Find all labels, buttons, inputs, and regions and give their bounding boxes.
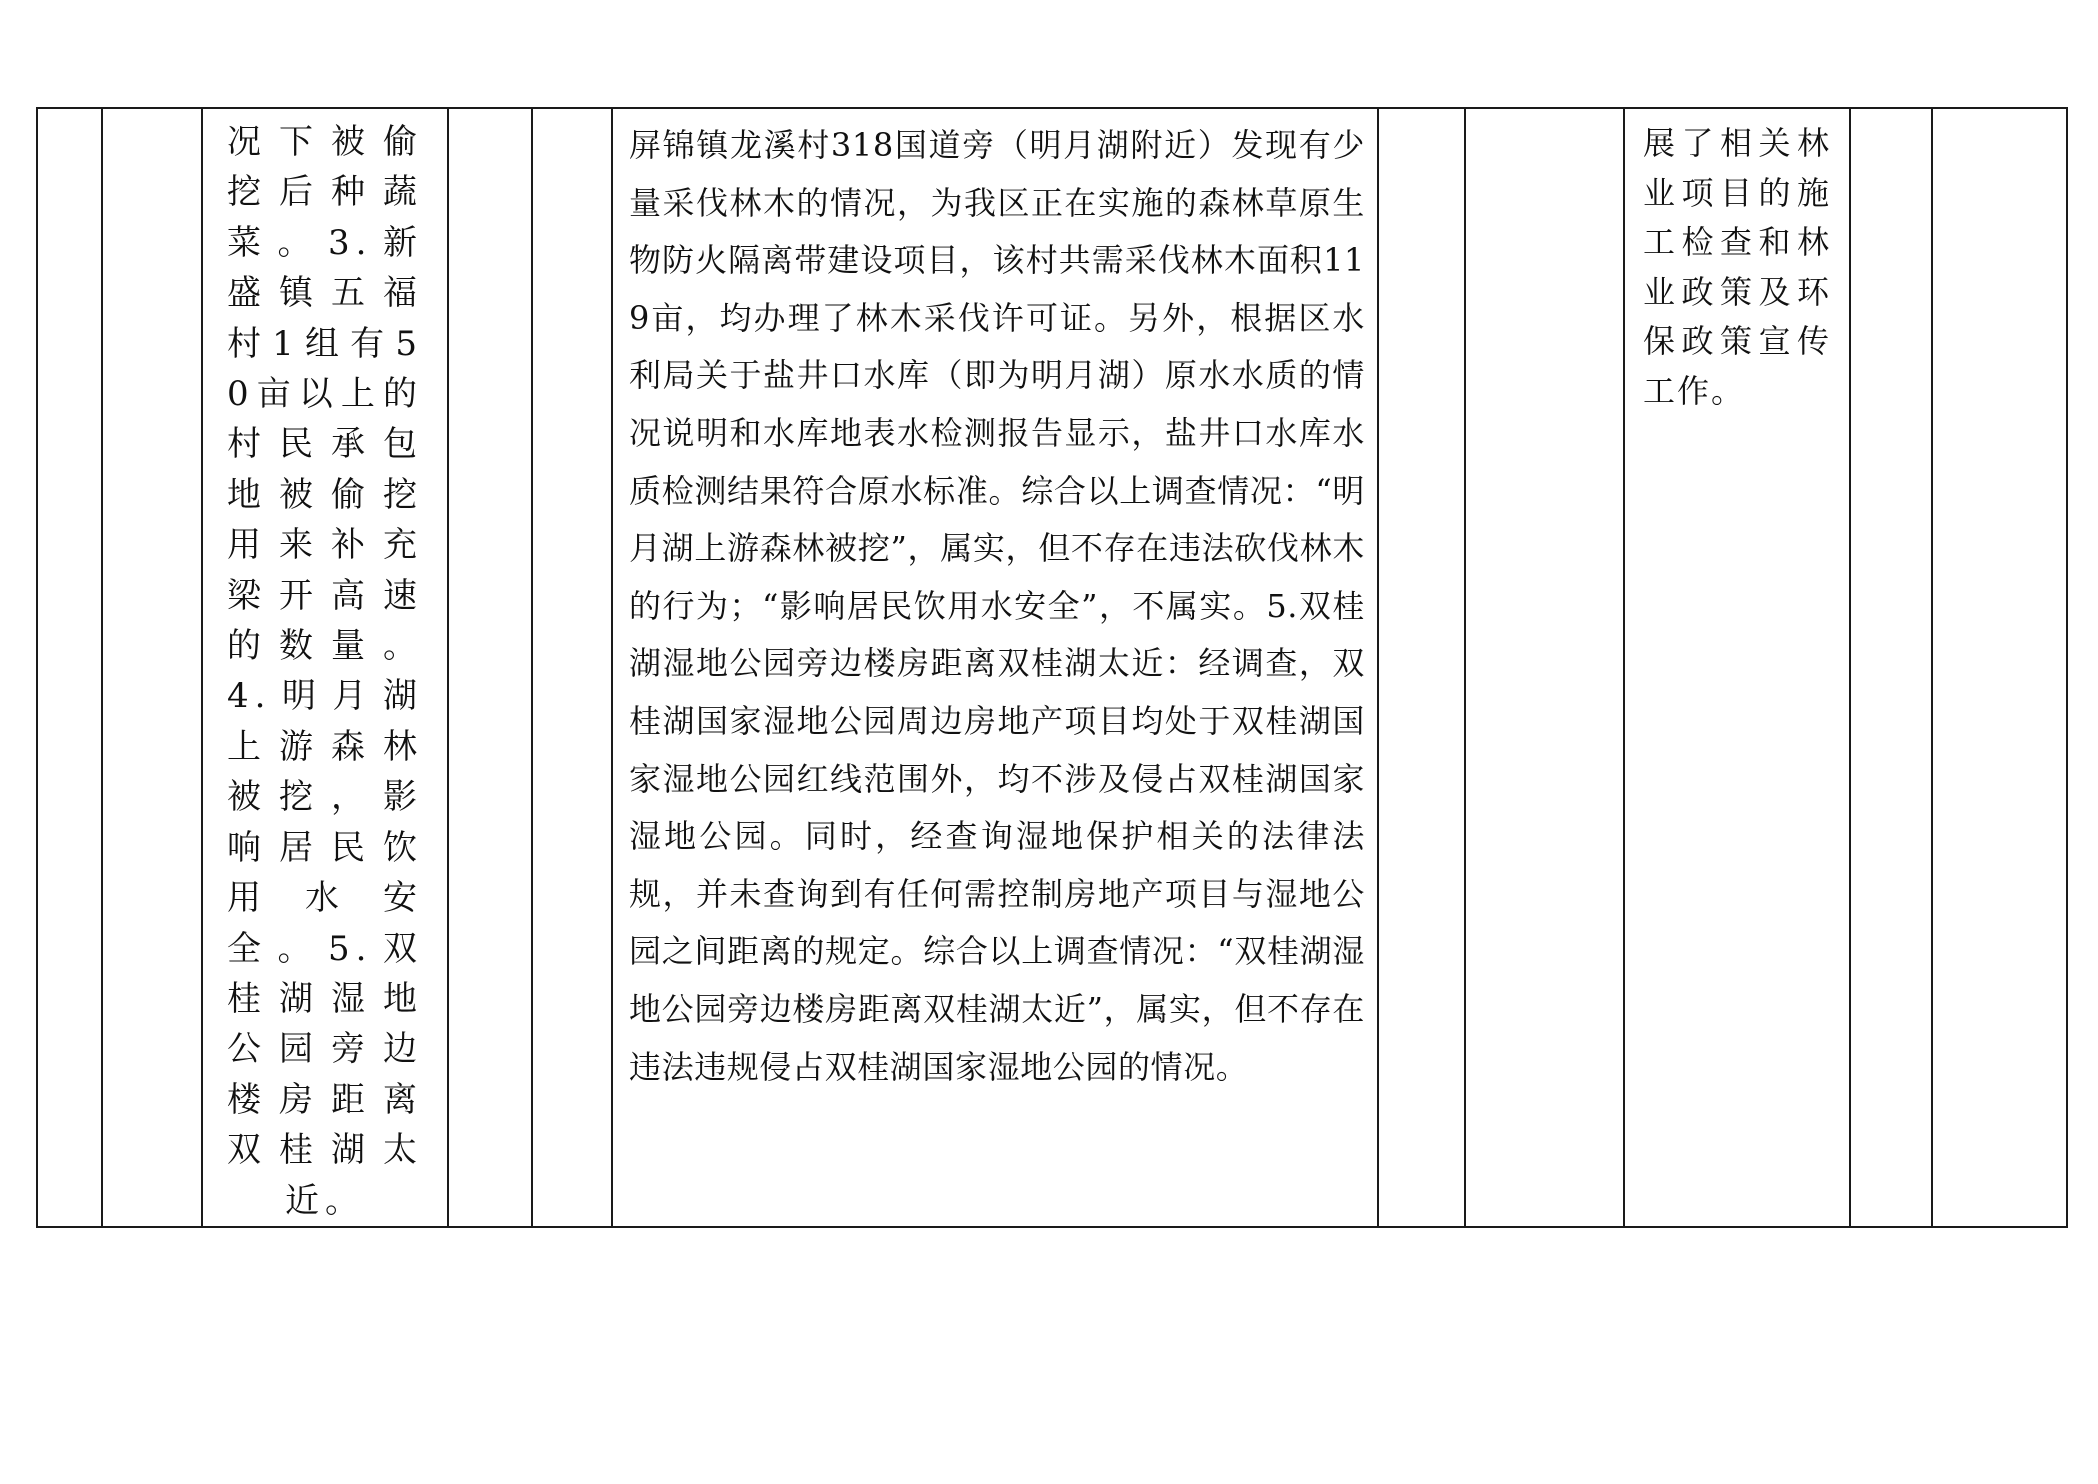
table-row <box>37 108 2067 1227</box>
complaint-text: 况下被偷挖后种蔬菜。3.新盛镇五福村1组有50亩以上的村民承包地被偷挖用来补充梁开高速的数量。4.明月湖上游森林被挖，影响居民饮用水安全。5.双桂湖湿地公园旁边楼房距离双桂湖太近。 <box>227 122 423 1221</box>
case-table <box>36 107 2068 1228</box>
cell-investigation <box>612 108 1378 1227</box>
cell-handling <box>1465 108 1624 1227</box>
cell-sequence <box>37 108 102 1227</box>
cell-accountability <box>1850 108 1932 1227</box>
cell-pollution-type <box>532 108 612 1227</box>
cell-remarks <box>1932 108 2067 1227</box>
cell-complaint <box>202 108 448 1227</box>
measures-text: 展了相关林业项目的施工检查和林业政策及环保政策宣传工作。 <box>1643 124 1831 410</box>
investigation-text: 屏锦镇龙溪村318国道旁（明月湖附近）发现有少量采伐林木的情况，为我区正在实施的森林草原生物防火隔离带建设项目，该村共需采伐林木面积119亩，均办理了林木采伐许可证。另外，根据区水利局关于盐井口水库（即为明月湖）原水水质的情况说明和水库地表水检测报告显示，盐井口水库水质检测结果符合原水标准。综合以上调查情况：“明月湖上游森林被挖”，属实，但不存在违法砍伐林木的行为；“影响居民饮用水安全”，不属实。5.双桂湖湿地公园旁边楼房距离双桂湖太近：经调查，双桂湖国家湿地公园周边房地产项目均处于双桂湖国家湿地公园红线范围外，均不涉及侵占双桂湖国家湿地公园。同时，经查询湿地保护相关的法律法规，并未查询到有任何需控制房地产项目与湿地公园之间距离的规定。综合以上调查情况：“双桂湖湿地公园旁边楼房距离双桂湖太近”，属实，但不存在违法违规侵占双桂湖国家湿地公园的情况。 <box>629 126 1365 1086</box>
cell-district <box>448 108 532 1227</box>
cell-measures <box>1624 108 1850 1227</box>
cell-case-id <box>102 108 202 1227</box>
cell-verified <box>1378 108 1465 1227</box>
